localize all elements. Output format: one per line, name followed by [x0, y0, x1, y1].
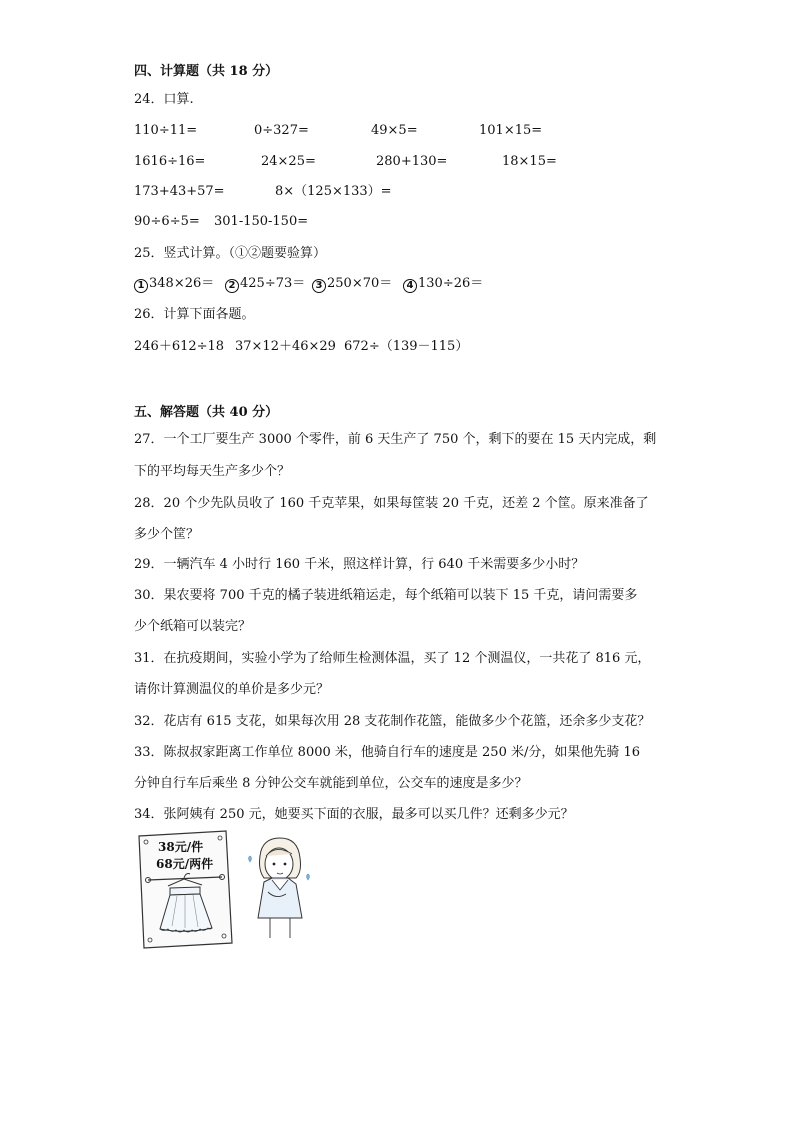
q24-item: 280+130=: [376, 154, 448, 169]
q26-item: 37×12＋46×29: [235, 339, 336, 354]
price-poster-illustration: [136, 828, 336, 952]
question-line: 分钟自行车后乘坐 8 分钟公交车就能到单位，公交车的速度是多少？: [134, 776, 528, 791]
q24-item: 0÷327=: [254, 123, 309, 138]
question-line: 请你计算测温仪的单价是多少元？: [134, 682, 330, 697]
section4-heading: 四、计算题（共 18 分）: [134, 64, 279, 79]
q24-item: 173+43+57=: [134, 184, 225, 199]
question-line: 27．一个工厂要生产 3000 个零件，前 6 天生产了 750 个，剩下的要在 15 天内完成，剩: [134, 432, 657, 447]
q25-item: [403, 276, 483, 293]
q25-title: 25．竖式计算。（①②题要验算）: [134, 246, 327, 261]
q24-item: 110÷11=: [134, 123, 198, 138]
question-line: 多少个筐？: [134, 527, 200, 542]
question-line: 34．张阿姨有 250 元，她要买下面的衣服，最多可以买几件？还剩多少元？: [134, 807, 574, 822]
question-line: 32．花店有 615 支花，如果每次用 28 支花制作花篮，能做多少个花篮，还余多少支花？: [134, 714, 651, 729]
circled-number: 2: [225, 279, 239, 293]
q24-item: 8×（125×133）=: [275, 184, 392, 199]
q24-item: 49×5=: [371, 123, 418, 138]
q25-expr: 250×70＝: [327, 276, 393, 291]
q24-item: 18×15=: [502, 154, 557, 169]
q26-item: 246＋612÷18: [134, 339, 225, 354]
q25-item: [312, 276, 392, 293]
q26-title: 26．计算下面各题。: [134, 307, 255, 322]
q25-expr: 348×26＝: [149, 276, 215, 291]
q24-item: 1616÷16=: [134, 154, 206, 169]
q24-item: 301-150-150=: [214, 214, 309, 229]
price-single-label: 38元/件: [158, 840, 204, 854]
q25-item: [225, 276, 305, 293]
circled-number: 3: [312, 279, 326, 293]
question-line: 下的平均每天生产多少个？: [134, 464, 291, 479]
question-line: 少个纸箱可以装完？: [134, 619, 252, 634]
question-line: 31．在抗疫期间，实验小学为了给师生检测体温，买了 12 个测温仪，一共花了 816 元，: [134, 651, 651, 666]
question-line: 29．一辆汽车 4 小时行 160 千米，照这样计算，行 640 千米需要多少小时？: [134, 557, 585, 572]
question-line: 33．陈叔叔家距离工作单位 8000 米，他骑自行车的速度是 250 米/分，如果他先骑 16: [134, 745, 641, 760]
clothing-illustration: [136, 828, 336, 952]
question-line: 30．果农要将 700 千克的橘子装进纸箱运走，每个纸箱可以装下 15 千克，请问需要多: [134, 588, 638, 603]
woman-icon: [249, 838, 310, 938]
circled-number: 4: [403, 279, 417, 293]
q25-expr: 130÷26＝: [418, 276, 484, 291]
section5-heading: 五、解答题（共 40 分）: [134, 405, 279, 420]
q24-item: 24×25=: [261, 154, 316, 169]
circled-number: 1: [134, 279, 148, 293]
question-line: 28．20 个少先队员收了 160 千克苹果，如果每筐装 20 千克，还差 2 个筐。原来准备了: [134, 496, 649, 511]
q25-item: [134, 276, 214, 293]
q26-item: 672÷（139－115）: [344, 339, 469, 354]
q24-item: 90÷6÷5=: [134, 214, 200, 229]
q25-expr: 425÷73＝: [240, 276, 306, 291]
q24-title: 24．口算.: [134, 92, 194, 107]
price-pair-label: 68元/两件: [156, 857, 214, 871]
q24-item: 101×15=: [479, 123, 543, 138]
